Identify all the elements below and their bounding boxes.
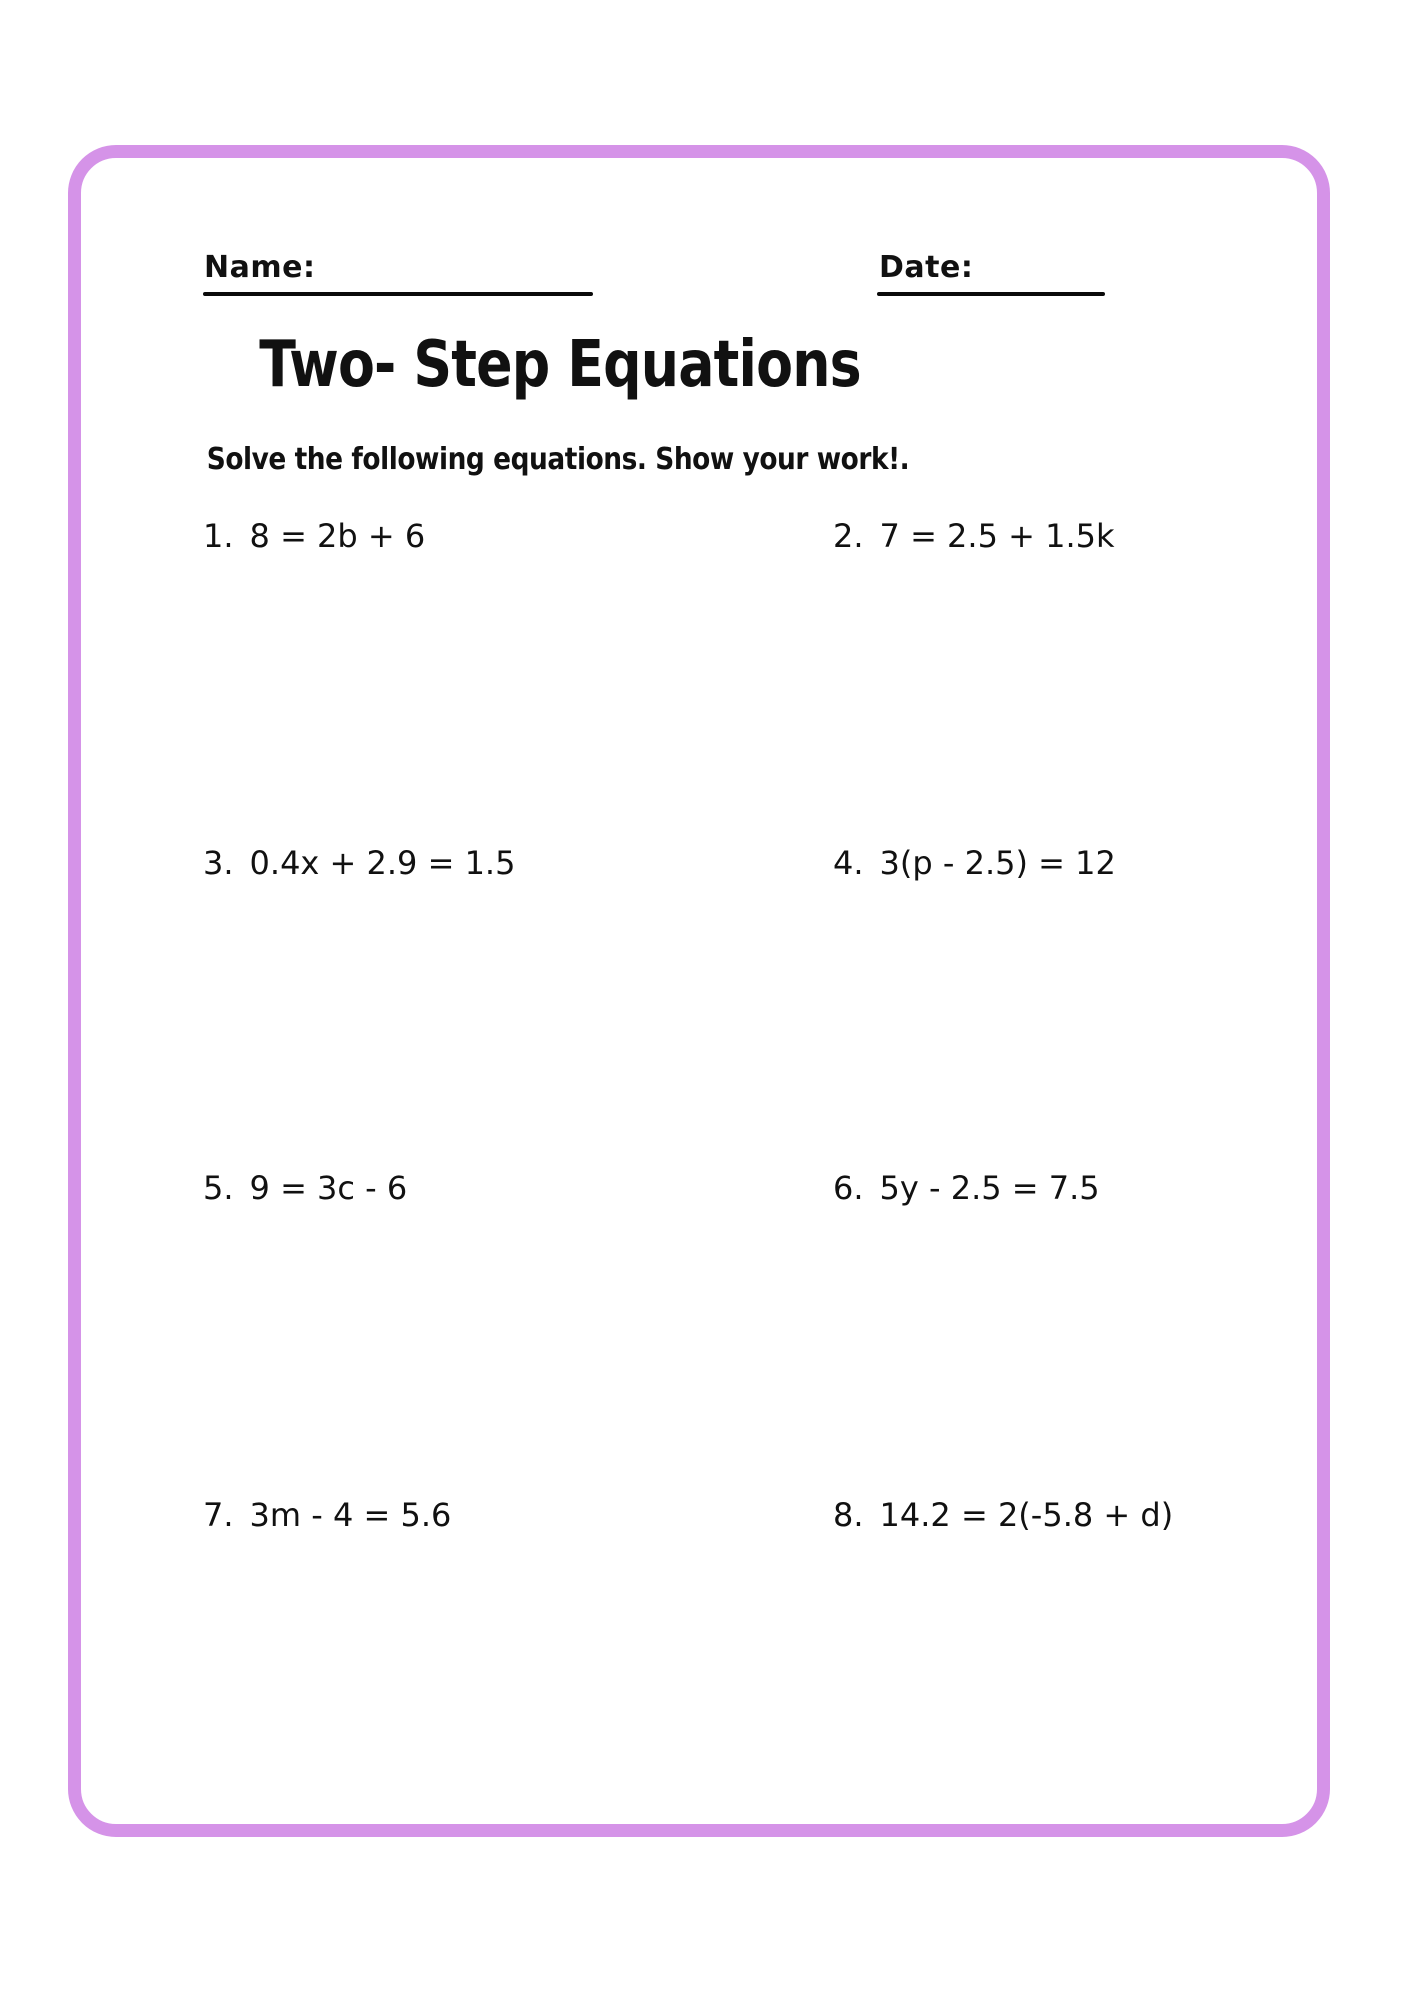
problem-number: 1. (203, 517, 234, 555)
problem-number: 7. (203, 1496, 234, 1534)
problem-number: 2. (833, 517, 864, 555)
problem-equation: 0.4x + 2.9 = 1.5 (249, 844, 516, 882)
problem-3 (203, 844, 515, 882)
problem-6 (833, 1169, 1100, 1207)
problem-7 (203, 1496, 451, 1534)
problem-equation: 5y - 2.5 = 7.5 (879, 1169, 1100, 1207)
problem-1 (203, 517, 425, 555)
problem-5 (203, 1169, 407, 1207)
problem-number: 5. (203, 1169, 234, 1207)
problem-4 (833, 844, 1116, 882)
problem-number: 6. (833, 1169, 864, 1207)
problem-number: 3. (203, 844, 234, 882)
worksheet-title: Two- Step Equations (259, 328, 861, 402)
problem-equation: 9 = 3c - 6 (249, 1169, 408, 1207)
problem-equation: 7 = 2.5 + 1.5k (879, 517, 1115, 555)
problem-8 (833, 1496, 1173, 1534)
problem-equation: 3(p - 2.5) = 12 (879, 844, 1116, 882)
date-label: Date: (879, 250, 974, 285)
name-label: Name: (204, 250, 316, 285)
problem-equation: 8 = 2b + 6 (249, 517, 426, 555)
worksheet-instructions: Solve the following equations. Show your work!. (206, 442, 910, 477)
problem-number: 8. (833, 1496, 864, 1534)
problem-equation: 3m - 4 = 5.6 (249, 1496, 452, 1534)
problem-equation: 14.2 = 2(-5.8 + d) (879, 1496, 1174, 1534)
problem-number: 4. (833, 844, 864, 882)
name-fill-line (203, 292, 593, 296)
problem-2 (833, 517, 1115, 555)
date-fill-line (877, 292, 1105, 296)
